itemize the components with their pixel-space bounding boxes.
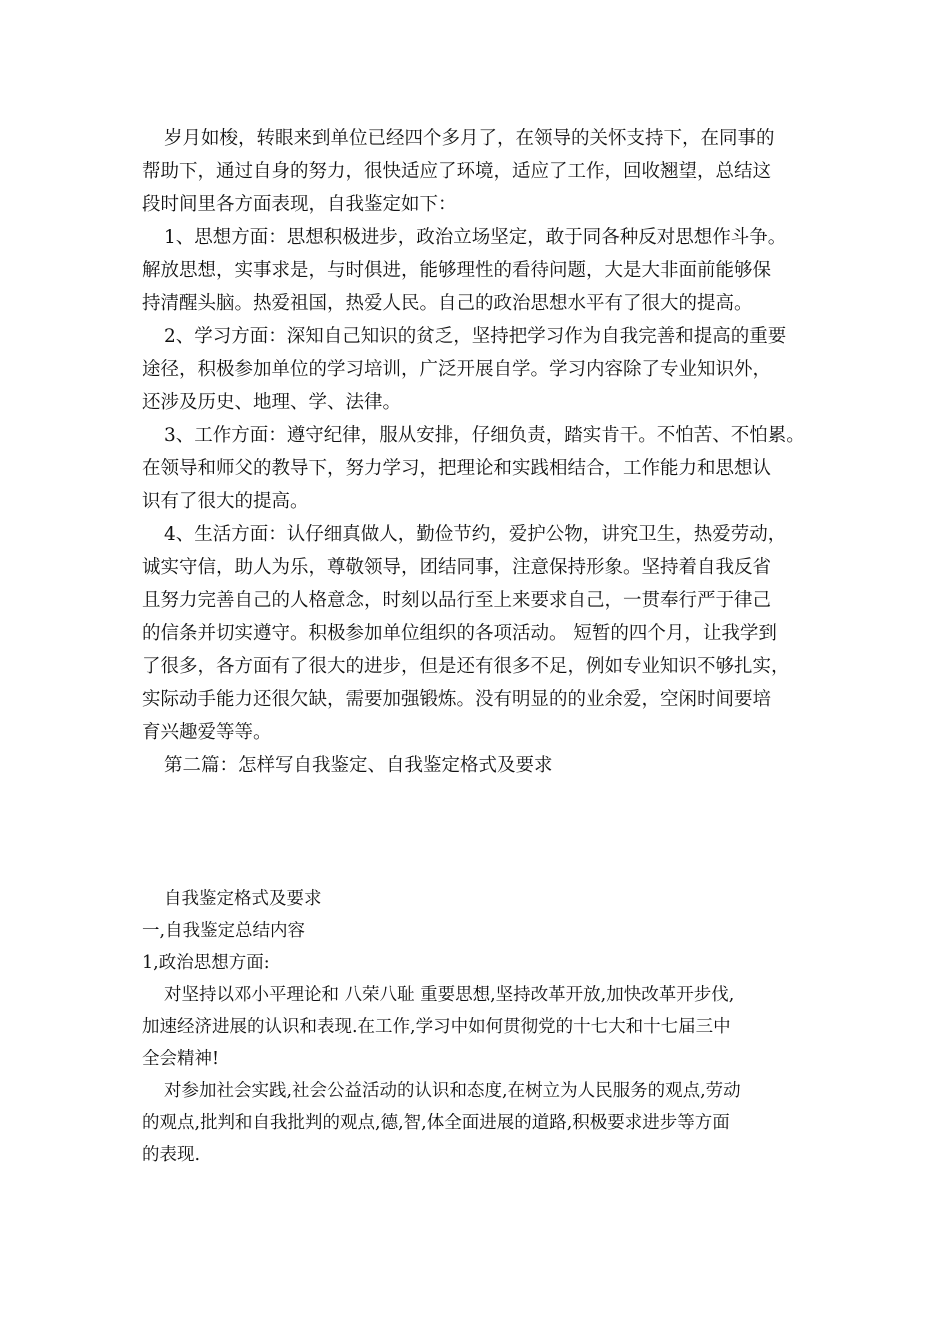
text-line: 还涉及历史、地理、学、法律。 — [142, 392, 402, 413]
section-study — [142, 320, 832, 419]
text-line: 加速经济进展的认识和表现.在工作,学习中如何贯彻党的十七大和十七届三中 — [142, 1017, 731, 1037]
body-part-1 — [142, 122, 832, 782]
paragraph-political — [142, 979, 832, 1075]
text-line: 段时间里各方面表现，自我鉴定如下： — [142, 194, 457, 215]
text-line: 帮助下，通过自身的努力，很快适应了环境，适应了工作，回收翘望，总结这 — [142, 161, 772, 182]
text-line: 3、工作方面：遵守纪律，服从安排，仔细负责，踏实肯干。不怕苦、不怕累。 — [164, 425, 805, 446]
text-line: 了很多，各方面有了很大的进步，但是还有很多不足，例如专业知识不够扎实， — [142, 656, 790, 677]
paragraph-social — [142, 1075, 832, 1171]
text-line: 解放思想，实事求是，与时俱进，能够理性的看待问题，大是大非面前能够保 — [142, 260, 772, 281]
text-line: 诚实守信，助人为乐，尊敬领导，团结同事，注意保持形象。坚持着自我反省 — [142, 557, 772, 578]
heading-1: 一,自我鉴定总结内容 — [142, 921, 306, 941]
heading-2: 1,政治思想方面: — [142, 953, 270, 973]
text-line: 岁月如梭，转眼来到单位已经四个多月了，在领导的关怀支持下，在同事的 — [164, 128, 775, 149]
section-life — [142, 518, 832, 749]
text-line: 且努力完善自己的人格意念，时刻以品行至上来要求自己，一贯奉行严于律己 — [142, 590, 772, 611]
text-line: 对参加社会实践,社会公益活动的认识和态度,在树立为人民服务的观点,劳动 — [164, 1081, 741, 1101]
text-line: 2、学习方面：深知自己知识的贫乏，坚持把学习作为自我完善和提高的重要 — [164, 326, 787, 347]
section-title: 自我鉴定格式及要求 — [164, 889, 322, 909]
text-line: 的观点,批判和自我批判的观点,德,智,体全面进展的道路,积极要求进步等方面 — [142, 1113, 730, 1133]
text-line: 对坚持以邓小平理论和 八荣八耻 重要思想,坚持改革开放,加快改革开步伐, — [164, 985, 735, 1005]
text-line: 的表现. — [142, 1145, 201, 1165]
text-line: 持清醒头脑。热爱祖国，热爱人民。自己的政治思想水平有了很大的提高。 — [142, 293, 753, 314]
section-thought — [142, 221, 832, 320]
text-line: 的信条并切实遵守。积极参加单位组织的各项活动。 短暂的四个月，让我学到 — [142, 623, 777, 644]
text-line: 4、生活方面：认仔细真做人，勤俭节约，爱护公物，讲究卫生，热爱劳动， — [164, 524, 787, 545]
text-line: 识有了很大的提高。 — [142, 491, 309, 512]
text-line: 育兴趣爱等等。 — [142, 722, 272, 743]
text-line: 实际动手能力还很欠缺，需要加强锻炼。没有明显的的业余爱，空闲时间要培 — [142, 689, 772, 710]
body-part-2 — [142, 883, 832, 1171]
text-line: 1、思想方面：思想积极进步，政治立场坚定，敢于同各种反对思想作斗争。 — [164, 227, 787, 248]
text-line: 全会精神! — [142, 1049, 220, 1069]
text-line: 途径，积极参加单位的学习培训，广泛开展自学。学习内容除了专业知识外， — [142, 359, 772, 380]
text-line: 在领导和师父的教导下，努力学习，把理论和实践相结合，工作能力和思想认 — [142, 458, 772, 479]
intro-paragraph — [142, 122, 832, 221]
chapter-title: 第二篇：怎样写自我鉴定、自我鉴定格式及要求 — [164, 755, 553, 776]
section-work — [142, 419, 832, 518]
